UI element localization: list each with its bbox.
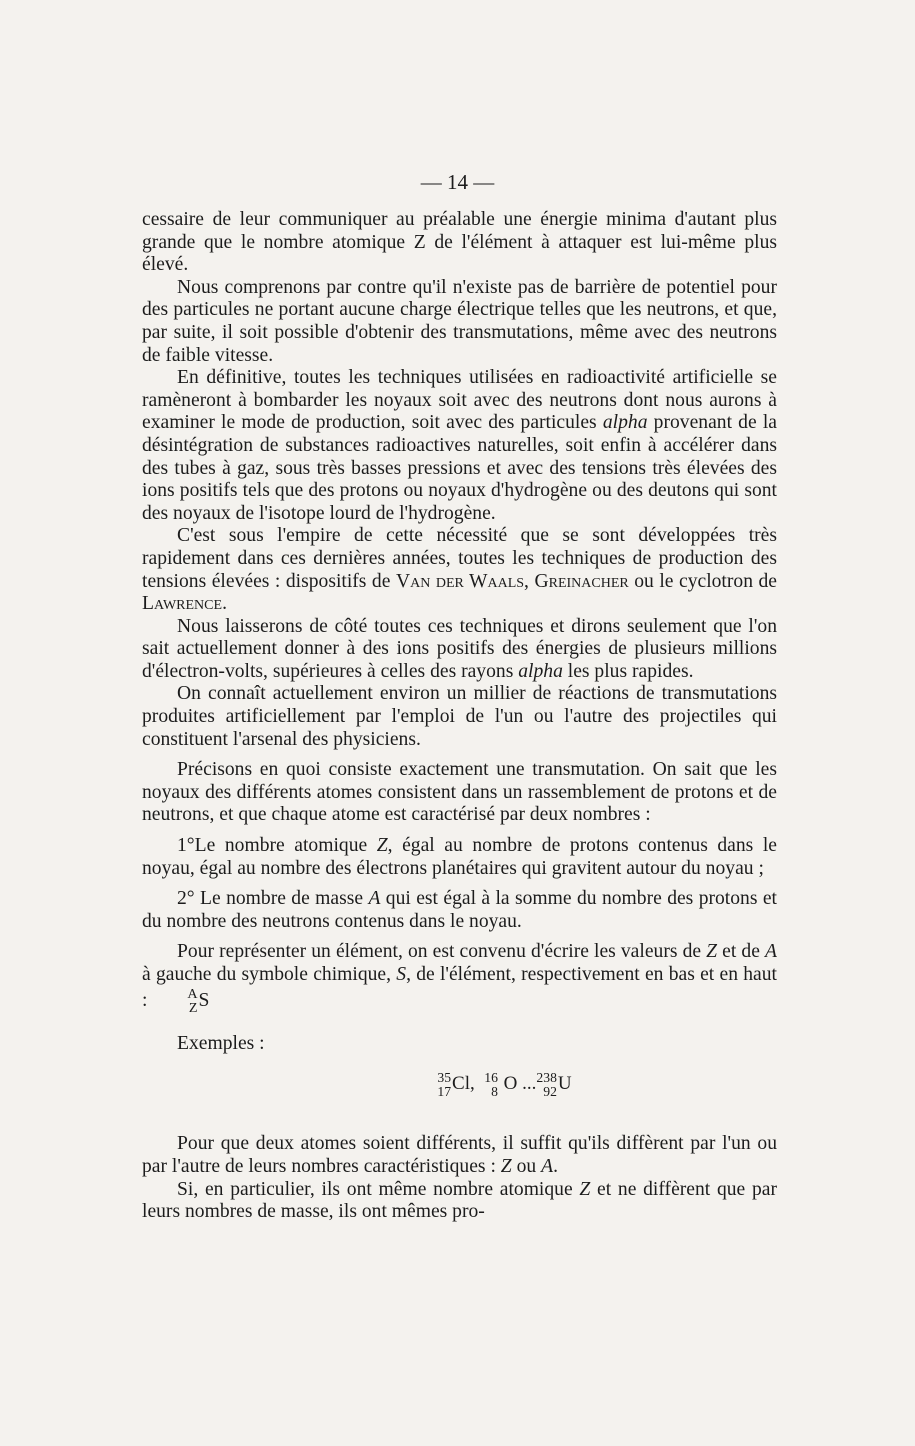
text-run: Pour représenter un élément, on est convenu d'écrire les valeurs de [177, 941, 707, 963]
text-run: qui est égal à la somme du nombre des protons et du nombre des neutrons contenus dans le noyau. [142, 888, 777, 932]
paragraph [142, 1133, 777, 1178]
text-run: 1°Le nombre atomique [177, 835, 377, 857]
text-run: , égal au nombre de protons contenus dans le noyau, égal au nombre des électrons planétaires qui gravitent autour du noyau ; [142, 835, 777, 879]
variable-z: Z [500, 1156, 512, 1177]
paragraph: Précisons en quoi consiste exactement une transmutation. On sait que les noyaux des différents atomes consistent dans un rassemblement de protons et de neutrons, et que chaque atome est caractérisé par deux nombres : [142, 759, 777, 826]
variable-s: S [396, 964, 407, 985]
examples-formula [142, 1069, 777, 1099]
mass-number: 16 [484, 1069, 498, 1085]
mass-number: 35 [437, 1069, 452, 1085]
text-run: , de l'élément, respectivement en bas et en haut : [142, 964, 777, 1011]
text-run: Nous laisserons de côté toutes ces techniques et dirons seulement que l'on sait actuellement donner à des ions positifs des énergies de plusieurs millions d'électron-volts, supérieures à celles des rayons [142, 615, 777, 682]
isotope-notation [536, 1071, 557, 1098]
text-run: et de [717, 941, 766, 963]
variable-z: Z [579, 1178, 591, 1200]
text-run: , [524, 570, 535, 592]
text-run: et ne diffèrent que par leurs nombres de masse, ils ont mêmes pro- [142, 1178, 778, 1223]
person-name: Greinacher [534, 570, 629, 592]
italic-term: alpha [602, 412, 648, 434]
variable-a: A [765, 941, 777, 963]
text-run: à gauche du symbole chimique, [142, 964, 397, 985]
italic-term: alpha [518, 660, 563, 682]
text-run: Si, en particulier, ils ont même nombre atomique [177, 1178, 580, 1200]
paragraph [142, 525, 777, 615]
symbol: S [198, 989, 210, 1011]
mass-number: 238 [536, 1069, 557, 1085]
isotope-notation [152, 987, 197, 1015]
text-run: ou le cyclotron de [628, 570, 778, 592]
paragraph: cessaire de leur communiquer au préalable une énergie minima d'autant plus grande que le nombre atomique Z de l'élément à attaquer est lui-même plus élevé. [142, 209, 777, 276]
atomic-number: 92 [543, 1083, 557, 1099]
paragraph [142, 888, 777, 933]
paragraph [142, 941, 777, 1014]
person-name: Van der Waals [395, 570, 525, 592]
isotope-notation [484, 1071, 498, 1098]
text-run: C'est sous l'empire de cette nécessité que se sont développées très rapidement dans ces dernières années, toutes les techniques de production des tensions élevées : dispositifs de [142, 525, 777, 592]
examples-label: Exemples : [177, 1032, 265, 1054]
atomic-number: 17 [437, 1083, 452, 1099]
variable-z: Z [706, 941, 718, 963]
text-run: ou [511, 1156, 542, 1177]
symbol: Cl, [452, 1073, 475, 1095]
symbol: O [503, 1073, 518, 1095]
paragraph: Nous comprenons par contre qu'il n'existe pas de barrière de potentiel pour des particules ne portant aucune charge électrique telles que les neutrons, et que, par suite, il soit possible d'obtenir des transmutations, même avec des neutrons de faible vitesse. [142, 276, 777, 366]
paragraph [142, 367, 777, 525]
text-run: En définitive, toutes les techniques utilisées en radioactivité artificielle se ramèneront à bombarder les noyaux soit avec des neutrons dont nous aurons à examiner le mode de production, soit avec des particules [142, 367, 777, 434]
mass-number: A [187, 985, 198, 1002]
atomic-number: 8 [491, 1083, 498, 1099]
atomic-number: Z [188, 999, 198, 1016]
variable-z: Z [376, 835, 388, 857]
page-number: — 14 — [420, 170, 495, 194]
paragraph: On connaît actuellement environ un millier de réactions de transmutations produites artificiellement par l'emploi de l'un ou l'autre des projectiles qui constituent l'arsenal des physiciens. [142, 683, 777, 750]
paragraph [142, 616, 777, 684]
person-name: Lawrence [142, 593, 223, 615]
text-run: les plus rapides. [562, 660, 694, 682]
body-text [142, 209, 777, 1224]
ellipsis: ... [522, 1073, 537, 1095]
symbol: U [557, 1073, 572, 1095]
text-run: 2° Le nombre de masse [177, 888, 369, 910]
paragraph [142, 835, 777, 880]
variable-a: A [541, 1156, 554, 1177]
text-run: Pour que deux atomes soient différents, il suffit qu'ils diffèrent par l'un ou par l'autre de leurs nombres caractéristiques : [142, 1133, 777, 1177]
text-run: . [222, 593, 227, 615]
text-run: . [553, 1156, 558, 1177]
paragraph [142, 1179, 777, 1224]
isotope-notation [437, 1071, 451, 1098]
variable-a: A [368, 888, 381, 910]
text-run: provenant de la désintégration de substances radioactives naturelles, soit enfin à accélérer dans des tubes à gaz, sous très basses pressions et avec des tensions très élevées des ions positifs tels que des protons ou noyaux d'hydrogène ou des deutons qui sont des noyaux de l'isotope lourd de l'hydrogène. [142, 412, 777, 524]
